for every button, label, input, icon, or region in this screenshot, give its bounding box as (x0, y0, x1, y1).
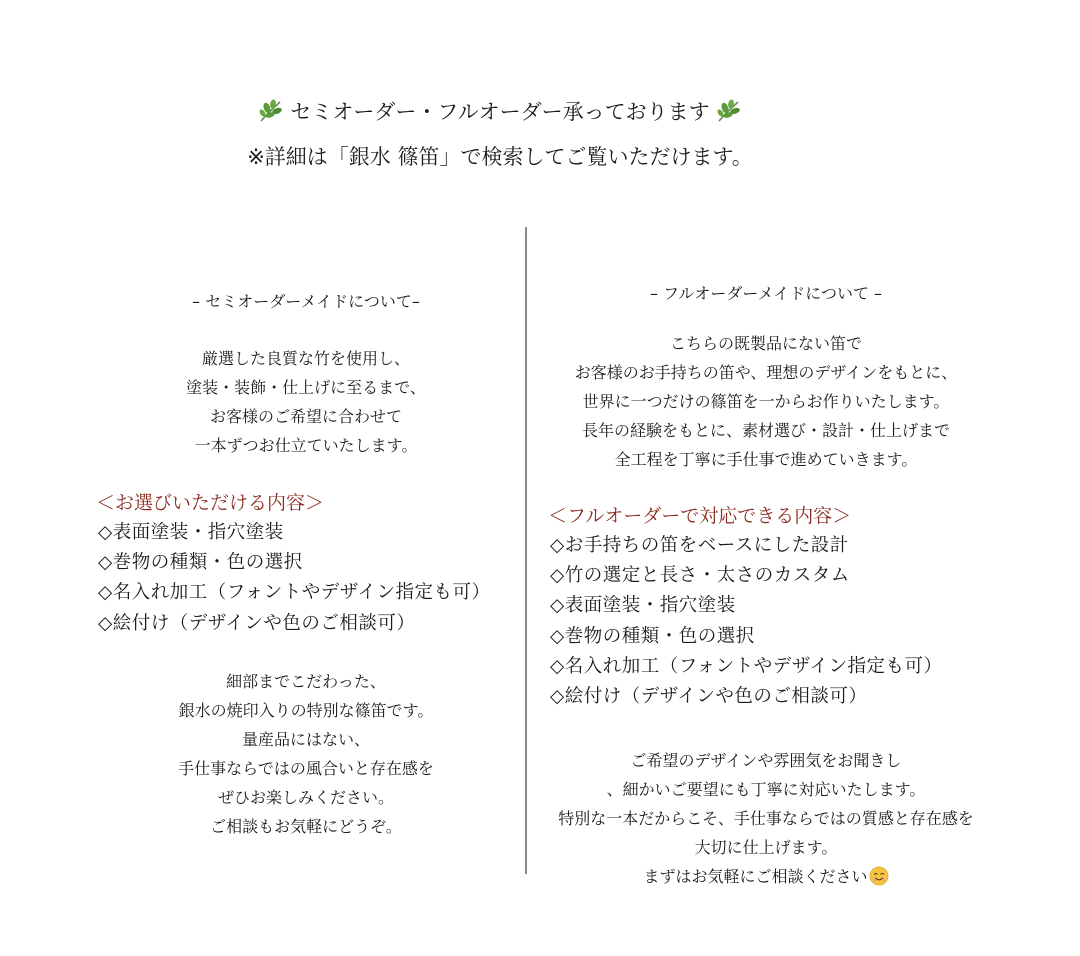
outro-line: 特別な一本だからこそ、手仕事ならではの質感と存在感を (558, 809, 974, 829)
semi-order-outro (98, 667, 514, 841)
outro-line: 手仕事ならではの風合いと存在感を (178, 758, 434, 778)
smiling-face-icon (869, 866, 889, 886)
full-order-intro (550, 329, 982, 474)
option-item: ◇表面塗装・指穴塗装 (550, 595, 736, 617)
full-order-options-list (550, 531, 982, 712)
semi-order-intro (98, 344, 514, 460)
semi-order-section (98, 288, 514, 841)
outro-line: ご希望のデザインや雰囲気をお聞きし (630, 751, 902, 771)
intro-line: お客様のお手持ちの笛や、理想のデザインをもとに、 (574, 363, 958, 382)
option-item: ◇絵付け（デザインや色のご相談可） (98, 612, 416, 634)
option-item: ◇巻物の種類・色の選択 (98, 552, 303, 574)
outro-line: ご相談もお気軽にどうぞ。 (210, 816, 402, 836)
intro-line: 全工程を丁寧に手仕事で進めていきます。 (614, 450, 918, 469)
intro-line: こちらの既製品にない笛で (669, 334, 862, 353)
option-item: ◇名入れ加工（フォントやデザイン指定も可） (550, 655, 943, 677)
option-item: ◇竹の選定と長さ・太さのカスタム (550, 565, 850, 587)
intro-line: 世界に一つだけの篠笛を一からお作りいたします。 (582, 392, 950, 411)
header-search-note: ※詳細は「銀水 篠笛」で検索してご覧いただけます。 (247, 145, 753, 169)
full-order-outro (550, 746, 982, 891)
semi-order-options-list (98, 518, 514, 639)
semi-order-options-heading: ＜お選びいただける内容＞ (96, 492, 325, 514)
full-order-section (550, 280, 982, 891)
semi-order-title: – セミオーダーメイドについて– (192, 292, 420, 311)
intro-line: 塗装・装飾・仕上げに至るまで、 (186, 378, 426, 397)
outro-line: 、細かいご要望にも丁寧に対応いたします。 (606, 780, 926, 800)
outro-line: 細部までこだわった、 (226, 671, 386, 691)
header-headline (0, 94, 1000, 130)
outro-line: 量産品にはない、 (241, 729, 370, 749)
option-item: ◇表面塗装・指穴塗装 (98, 522, 284, 543)
leaf-icon (258, 99, 284, 123)
intro-line: 厳選した良質な竹を使用し、 (201, 349, 410, 368)
full-order-title: – フルオーダーメイドについて – (649, 284, 883, 303)
column-divider (525, 227, 527, 874)
option-item: ◇お手持ちの笛をベースにした設計 (550, 535, 849, 556)
intro-line: お客様のご希望に合わせて (209, 407, 402, 426)
page-header (0, 94, 1000, 175)
outro-final-text: まずはお気軽にご相談ください (643, 867, 868, 887)
option-item: ◇名入れ加工（フォントやデザイン指定も可） (98, 582, 491, 604)
outro-line-final (550, 862, 982, 891)
outro-line: 銀水の焼印入りの特別な篠笛です。 (178, 700, 434, 720)
leaf-icon (716, 99, 742, 123)
full-order-options-heading: ＜フルオーダーで対応できる内容＞ (548, 505, 852, 527)
option-item: ◇巻物の種類・色の選択 (550, 625, 755, 647)
outro-line: ぜひお楽しみください。 (217, 787, 394, 807)
option-item: ◇絵付け（デザインや色のご相談可） (550, 685, 868, 707)
outro-line: 大切に仕上げます。 (694, 838, 838, 858)
intro-line: 一本ずつお仕立ていたします。 (194, 436, 418, 455)
header-headline-text: セミオーダー・フルオーダー承っております (290, 100, 710, 124)
intro-line: 長年の経験をもとに、素材選び・設計・仕上げまで (581, 421, 950, 440)
